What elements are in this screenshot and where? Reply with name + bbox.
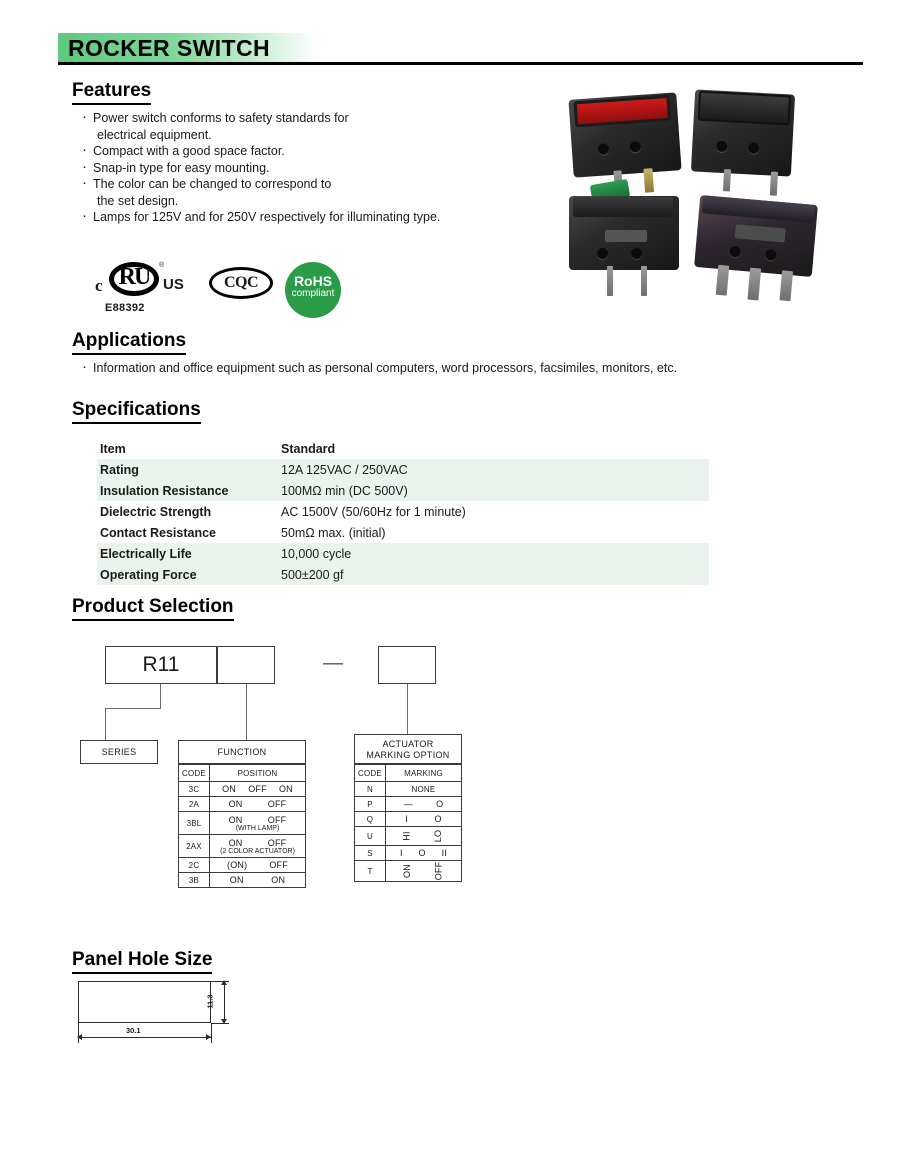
position-3: OFF	[267, 799, 287, 809]
ext-line-left	[78, 1023, 79, 1043]
panel-hole-heading: Panel Hole Size	[72, 949, 212, 974]
ul-monogram: RU	[118, 264, 150, 290]
table-row	[355, 797, 462, 812]
table-row	[179, 782, 306, 797]
spec-item: Rating	[100, 462, 139, 477]
spec-item: Electrically Life	[100, 546, 192, 561]
table-header-row	[355, 765, 462, 782]
spec-value: 12A 125VAC / 250VAC	[281, 462, 408, 477]
table-row	[179, 797, 306, 812]
spec-item: Contact Resistance	[100, 525, 217, 540]
spec-item: Operating Force	[100, 567, 197, 582]
position-3: OFF	[267, 837, 287, 848]
table-row	[97, 543, 709, 564]
leader-line	[105, 708, 161, 709]
marking-symbols: NONE	[386, 782, 462, 797]
actuator-marking-table	[354, 764, 462, 882]
actuator-label-line1: ACTUATOR	[382, 739, 434, 749]
spec-value: 50mΩ max. (initial)	[281, 525, 386, 540]
position-1: ON	[228, 799, 243, 809]
actuator-label-box	[354, 734, 462, 764]
ul-file-number: E88392	[105, 302, 145, 314]
position-2: OFF	[248, 784, 267, 794]
position-3: OFF	[267, 814, 287, 825]
actuator-label-line2: MARKING OPTION	[366, 750, 450, 760]
product-selection-diagram	[80, 640, 500, 930]
marking-symbols	[386, 861, 462, 882]
page-title-banner	[58, 33, 863, 65]
position-3: OFF	[269, 860, 288, 870]
product-photo-switch-green	[569, 196, 679, 270]
leader-line	[246, 684, 247, 740]
column-header-standard: Standard	[281, 441, 336, 456]
table-row	[355, 782, 462, 797]
product-photo-group	[565, 88, 850, 313]
part-number-series-box: R11	[105, 646, 217, 684]
table-row	[97, 564, 709, 585]
position-1: (ON)	[227, 860, 248, 870]
marking-symbol-2: O	[418, 848, 426, 858]
rohs-compliant-icon	[285, 262, 341, 318]
marking-symbol-3: LO	[433, 829, 444, 843]
leader-line	[160, 684, 161, 708]
table-row	[355, 846, 462, 861]
marking-code: N	[355, 782, 386, 797]
function-position	[210, 782, 306, 797]
panel-hole-height-dim: 11.3	[205, 994, 215, 1009]
applications-heading: Applications	[72, 330, 186, 355]
column-header-code: CODE	[179, 765, 210, 782]
marking-symbol-1: ON	[401, 864, 412, 878]
ul-us-suffix: US	[163, 276, 184, 293]
table-row	[97, 459, 709, 480]
ext-line-bottom	[211, 1023, 229, 1024]
table-row	[355, 812, 462, 827]
product-photo-switch-angled	[694, 195, 818, 277]
column-header-code: CODE	[355, 765, 386, 782]
features-heading: Features	[72, 80, 151, 105]
spec-value: AC 1500V (50/60Hz for 1 minute)	[281, 504, 466, 519]
marking-symbol-1: I	[405, 814, 408, 824]
table-row	[97, 522, 709, 543]
table-row	[179, 873, 306, 888]
feature-item: · Snap-in type for easy mounting.	[80, 160, 440, 177]
function-position	[210, 835, 306, 858]
marking-symbol-3: OFF	[433, 861, 444, 881]
column-header-marking: MARKING	[386, 765, 462, 782]
marking-code: Q	[355, 812, 386, 827]
marking-symbols	[386, 797, 462, 812]
leader-line	[407, 684, 408, 740]
table-row	[179, 858, 306, 873]
spec-value: 10,000 cycle	[281, 546, 352, 561]
specifications-table	[97, 438, 709, 585]
title-rule	[58, 62, 863, 65]
series-label-box: SERIES	[80, 740, 158, 764]
part-number-function-box	[217, 646, 275, 684]
marking-symbols	[386, 812, 462, 827]
product-photo-switch-red	[568, 92, 681, 177]
vertical-dim-line	[224, 982, 225, 1022]
function-code: 2AX	[179, 835, 210, 858]
function-note: (WITH LAMP)	[235, 824, 280, 832]
applications-list	[80, 360, 677, 377]
marking-symbol-3: O	[434, 814, 442, 824]
function-position	[210, 797, 306, 812]
registered-trademark-icon: ®	[159, 262, 165, 269]
feature-item: · Compact with a good space factor.	[80, 143, 440, 160]
table-row	[97, 501, 709, 522]
application-item: · Information and office equipment such as personal computers, word processors, facsimiles, monitors, etc.	[80, 360, 677, 377]
table-row	[179, 812, 306, 835]
feature-item: · Power switch conforms to safety standards for	[80, 110, 440, 127]
part-number-separator: —	[323, 652, 343, 674]
function-position	[210, 873, 306, 888]
panel-hole-drawing	[72, 975, 302, 1060]
position-1: ON	[229, 875, 244, 885]
specifications-heading: Specifications	[72, 399, 201, 424]
marking-symbol-3: O	[436, 799, 444, 809]
cqc-icon: CQC	[209, 267, 273, 299]
table-header-row	[179, 765, 306, 782]
table-row	[179, 835, 306, 858]
spec-value: 500±200 gf	[281, 567, 344, 582]
marking-symbol-1: —	[403, 799, 413, 809]
marking-code: P	[355, 797, 386, 812]
marking-code: T	[355, 861, 386, 882]
spec-value: 100MΩ min (DC 500V)	[281, 483, 408, 498]
rohs-sublabel: compliant	[291, 288, 335, 299]
feature-item: · The color can be changed to correspond to	[80, 176, 440, 193]
function-position	[210, 858, 306, 873]
horizontal-dim-line	[79, 1037, 211, 1038]
position-1: ON	[222, 784, 236, 794]
feature-item: · Lamps for 125V and for 250V respectively for illuminating type.	[80, 209, 440, 226]
table-row	[355, 861, 462, 882]
marking-code: S	[355, 846, 386, 861]
position-3: ON	[271, 875, 286, 885]
function-code: 3B	[179, 873, 210, 888]
panel-hole-width-dim: 30.1	[126, 1026, 141, 1035]
spec-item: Dielectric Strength	[100, 504, 212, 519]
ext-line-top	[211, 981, 229, 982]
ul-c-prefix: c	[95, 276, 103, 295]
feature-item-continued: the set design.	[97, 193, 179, 208]
page-title: ROCKER SWITCH	[68, 35, 270, 61]
function-option-table	[178, 764, 306, 888]
column-header-position: POSITION	[210, 765, 306, 782]
position-1: ON	[228, 837, 243, 848]
ul-listed-icon	[95, 262, 207, 320]
position-3: ON	[278, 784, 293, 794]
position-1: ON	[228, 814, 243, 825]
spec-item: Insulation Resistance	[100, 483, 229, 498]
table-row	[355, 827, 462, 846]
product-selection-heading: Product Selection	[72, 596, 234, 621]
table-row	[97, 480, 709, 501]
function-code: 2A	[179, 797, 210, 812]
function-label-box: FUNCTION	[178, 740, 306, 764]
function-code: 3C	[179, 782, 210, 797]
table-header-row	[97, 438, 709, 459]
rohs-label: RoHS	[293, 273, 333, 289]
marking-symbol-3: II	[441, 848, 448, 858]
features-list	[80, 110, 440, 226]
function-note: (2 COLOR ACTUATOR)	[220, 847, 295, 855]
function-code: 2C	[179, 858, 210, 873]
leader-line	[105, 708, 106, 740]
marking-symbols	[386, 846, 462, 861]
product-photo-switch-black	[691, 89, 795, 176]
ext-line-right	[211, 1023, 212, 1043]
part-number-actuator-box	[378, 646, 436, 684]
marking-code: U	[355, 827, 386, 846]
certification-logos	[95, 262, 345, 324]
marking-symbols	[386, 827, 462, 846]
panel-hole-rect	[78, 981, 211, 1023]
function-position	[210, 812, 306, 835]
column-header-item: Item	[100, 441, 126, 456]
function-code: 3BL	[179, 812, 210, 835]
marking-symbol-1: I	[399, 848, 403, 858]
marking-symbol-1: HI	[402, 831, 412, 841]
feature-item-continued: electrical equipment.	[97, 127, 212, 142]
